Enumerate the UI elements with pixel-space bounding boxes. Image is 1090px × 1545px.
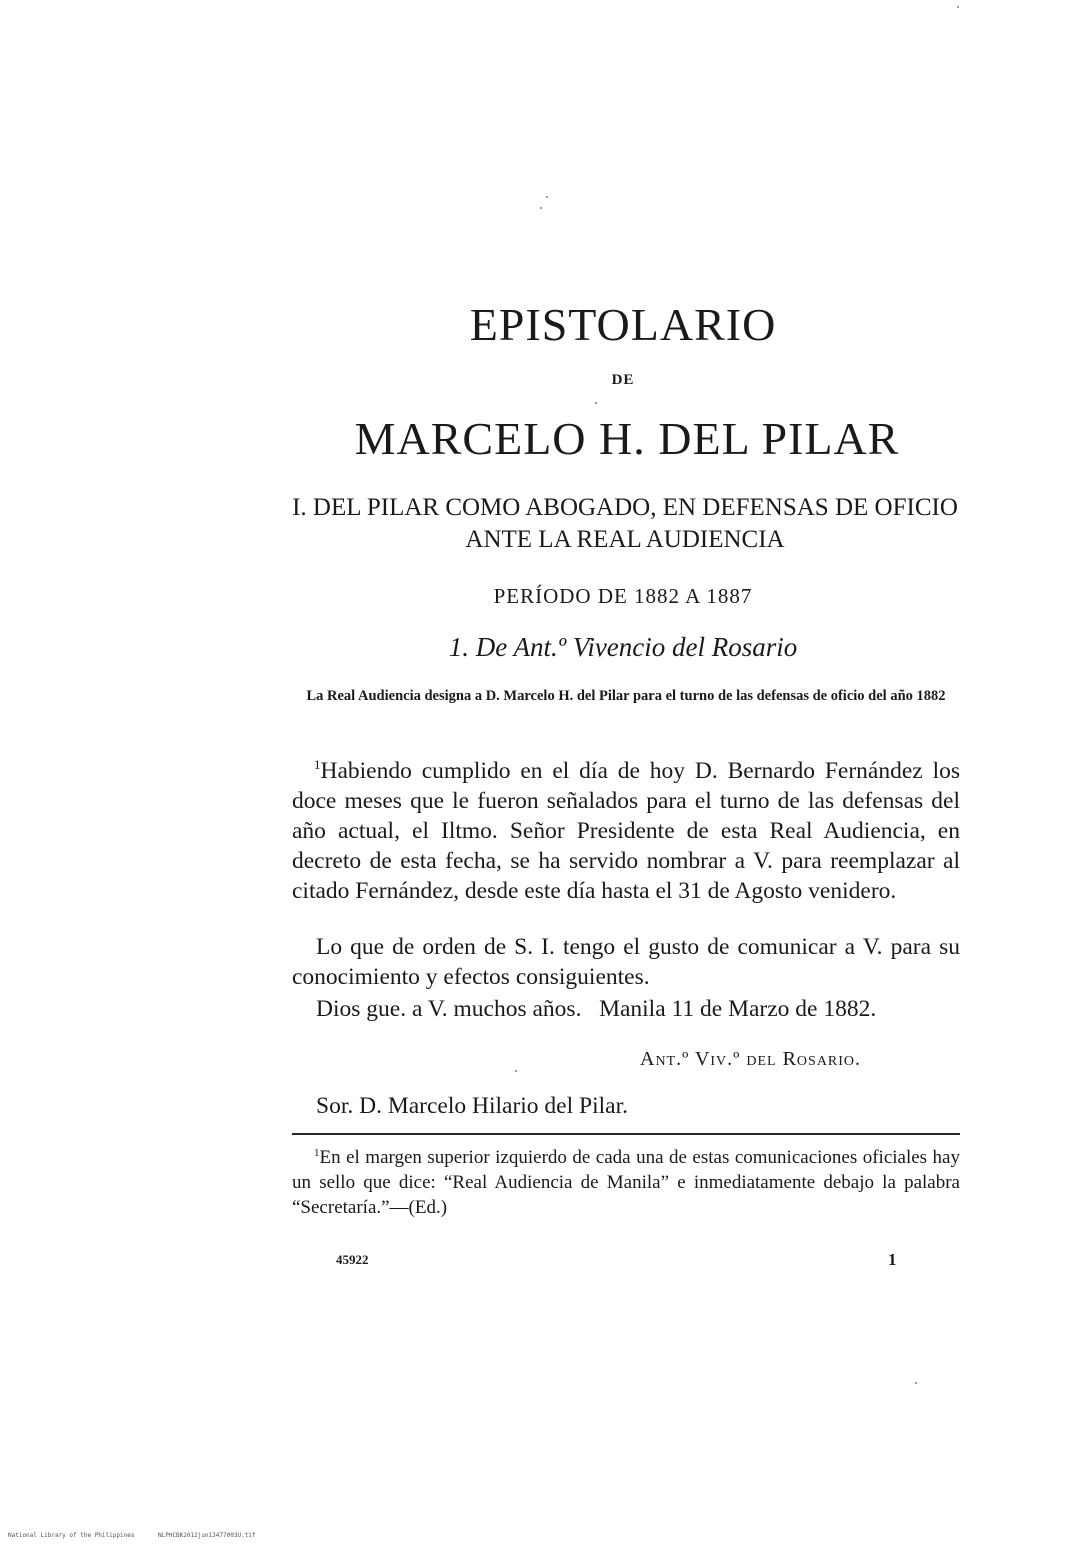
paragraph-text: Habiendo cumplido en el día de hoy D. Bernardo Fernández los doce meses que le fueron señalados para el turno de las defensas del año actual, el Iltmo. Señor Presidente de esta Real Audiencia, en decreto de esta fecha, se ha servido nombrar a V. para reemplazar al citado Fernández, desde este día hasta el 31 de Agosto venidero. [292, 758, 960, 904]
scan-speck [957, 6, 959, 8]
document-title: EPISTOLARIO [469, 299, 777, 350]
addressee: Sor. D. Marcelo Hilario del Pilar. [316, 1093, 628, 1119]
footnote-text: En el margen superior izquierdo de cada una de estas comunicaciones oficiales hay un sello que dice: “Real Audiencia de Manila” e inmediatamente debajo la palabra “Secretaría.”—(Ed.) [292, 1147, 960, 1218]
footnote-reference: 1 [314, 757, 321, 772]
letter-paragraph: Lo que de orden de S. I. tengo el gusto de comunicar a V. para su conocimiento y efectos consiguientes. [292, 934, 960, 990]
scan-credit: National Library of the Philippines [8, 1532, 135, 1539]
letter-summary: La Real Audiencia designa a D. Marcelo H. del Pilar para el turno de las defensas de oficio del año 1882 [306, 688, 946, 704]
period-heading: PERÍODO DE 1882 A 1887 [493, 584, 753, 608]
section-heading: I. DEL PILAR COMO ABOGADO, EN DEFENSAS DE OFICIO ANTE LA REAL AUDIENCIA [292, 494, 958, 553]
scan-speck [540, 207, 542, 209]
author-name: MARCELO H. DEL PILAR [354, 413, 900, 464]
letter-heading: 1. De Ant.º Vivencio del Rosario [448, 632, 798, 662]
signature: Ant.º Viv.º del Rosario. [640, 1048, 862, 1070]
letter-paragraph [292, 750, 960, 906]
footnote-mark: 1 [314, 1147, 320, 1159]
footnote-divider [292, 1133, 960, 1135]
scan-speck [595, 402, 597, 404]
page-number: 1 [888, 1250, 897, 1269]
scan-speck [515, 1070, 517, 1072]
print-code: 45922 [336, 1252, 369, 1267]
scan-speck [546, 196, 548, 198]
scan-filename: NLPHCBK2012jun13477003U.tif [158, 1532, 256, 1539]
scan-speck [915, 1382, 917, 1384]
title-connector: DE [611, 372, 635, 388]
footnote [292, 1141, 960, 1220]
letter-closing: Dios gue. a V. muchos años. Manila 11 de Marzo de 1882. [316, 996, 877, 1022]
